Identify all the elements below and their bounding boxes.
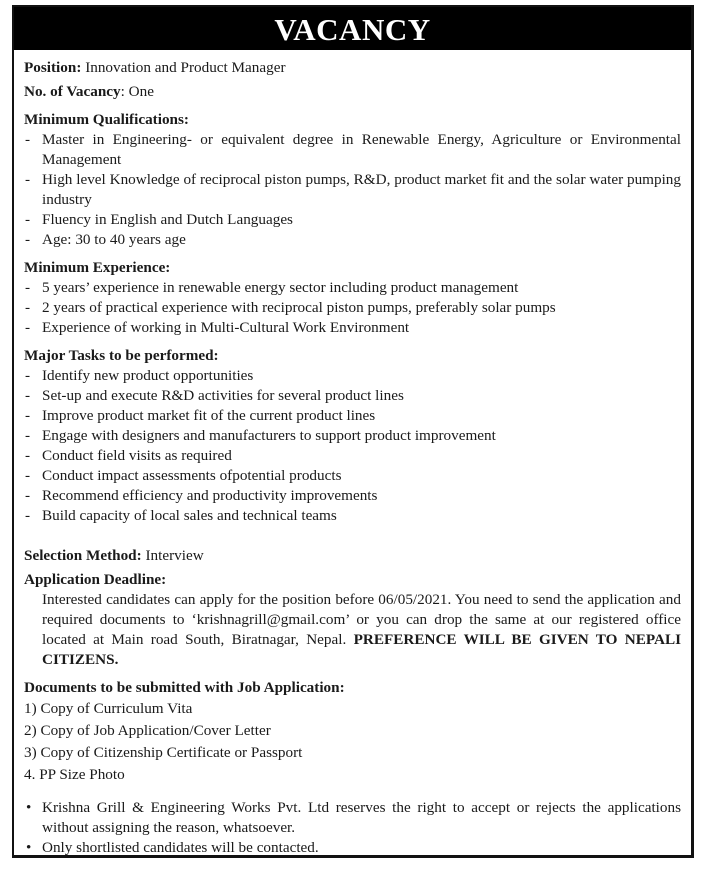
dash-marker: -: [25, 487, 31, 504]
list-item: [24, 170, 681, 210]
spacer: [24, 526, 681, 542]
list-item-text: Set-up and execute R&D activities for several product lines: [42, 387, 404, 404]
deadline-text: Interested candidates can apply for the position before 06/05/2021. You need to send the application and required documents to ‘krishnagrill@gmail.com’ or you can drop the same at our registered office located at Main road South, Biratnagar, Nepal.: [42, 591, 681, 648]
list-item-text: 5 years’ experience in renewable energy sector including product management: [42, 279, 519, 296]
position-value: Innovation and Product Manager: [85, 59, 286, 76]
list-item: [24, 386, 681, 406]
list-item: [24, 486, 681, 506]
selection-method-row: [24, 546, 681, 566]
deadline-emphasis: PREFERENCE WILL BE GIVEN TO NEPALI CITIZENS.: [42, 631, 682, 668]
dash-marker: -: [25, 319, 31, 336]
list-item: [24, 210, 681, 230]
deadline-paragraph: [24, 590, 681, 670]
list-item-text: Master in Engineering- or equivalent degree in Renewable Energy, Agriculture or Environmental Management: [42, 131, 681, 168]
list-item-text: Conduct impact assessments ofpotential products: [42, 467, 342, 484]
dash-marker: -: [25, 447, 31, 464]
qualifications-heading: Minimum Qualifications:: [24, 111, 189, 128]
vacancy-banner: VACANCY: [14, 7, 691, 50]
experience-heading: Minimum Experience:: [24, 259, 171, 276]
selection-method-value: Interview: [145, 547, 204, 564]
dash-marker: -: [25, 367, 31, 384]
list-item-text: Identify new product opportunities: [42, 367, 254, 384]
list-item: [24, 466, 681, 486]
dash-marker: -: [25, 279, 31, 296]
dash-marker: -: [25, 211, 31, 228]
position-row: [24, 58, 681, 78]
qualifications-list: [24, 130, 681, 250]
document-item: 3) Copy of Citizenship Certificate or Passport: [24, 744, 303, 761]
dash-marker: -: [25, 299, 31, 316]
list-item: [24, 506, 681, 526]
list-item-text: Recommend efficiency and productivity improvements: [42, 487, 378, 504]
tasks-heading: Major Tasks to be performed:: [24, 347, 219, 364]
list-item: [24, 230, 681, 250]
note-item: [24, 838, 681, 858]
list-item-text: Build capacity of local sales and technical teams: [42, 507, 337, 524]
deadline-heading: Application Deadline:: [24, 571, 167, 588]
bullet-marker: •: [26, 799, 32, 816]
dash-marker: -: [25, 507, 31, 524]
list-item: [24, 278, 681, 298]
document-item: 1) Copy of Curriculum Vita: [24, 700, 193, 717]
list-item: [24, 130, 681, 170]
dash-marker: -: [25, 427, 31, 444]
experience-list: [24, 278, 681, 338]
vacancy-count-label: No. of Vacancy: [24, 83, 121, 100]
list-item-text: Experience of working in Multi-Cultural Work Environment: [42, 319, 410, 336]
documents-heading: Documents to be submitted with Job Application:: [24, 679, 345, 696]
document-item: 2) Copy of Job Application/Cover Letter: [24, 722, 271, 739]
list-item: [24, 446, 681, 466]
vacancy-count-separator: :: [120, 83, 125, 100]
list-item: [24, 426, 681, 446]
selection-method-label: Selection Method:: [24, 547, 142, 564]
vacancy-count-row: [24, 82, 681, 102]
dash-marker: -: [25, 407, 31, 424]
list-item-text: Age: 30 to 40 years age: [42, 231, 186, 248]
list-item-text: 2 years of practical experience with reciprocal piston pumps, preferably solar pumps: [42, 299, 556, 316]
list-item: [24, 366, 681, 386]
documents-list: [24, 698, 681, 786]
list-item-text: Conduct field visits as required: [42, 447, 232, 464]
list-item-text: Fluency in English and Dutch Languages: [42, 211, 293, 228]
list-item: [24, 318, 681, 338]
note-item: [24, 798, 681, 838]
dash-marker: -: [25, 231, 31, 248]
document-item: 4. PP Size Photo: [24, 766, 125, 783]
vacancy-count-value: One: [128, 83, 154, 100]
spacer: [24, 786, 681, 798]
list-item: [24, 298, 681, 318]
dash-marker: -: [25, 171, 31, 188]
tasks-list: [24, 366, 681, 526]
notes-list: [24, 798, 681, 858]
dash-marker: -: [25, 467, 31, 484]
vacancy-advertisement: [12, 5, 694, 858]
list-item-text: High level Knowledge of reciprocal piston pumps, R&D, product market fit and the solar water pumping industry: [42, 171, 681, 208]
list-item: [24, 406, 681, 426]
list-item-text: Improve product market fit of the current product lines: [42, 407, 376, 424]
dash-marker: -: [25, 387, 31, 404]
dash-marker: -: [25, 131, 31, 148]
ad-content: [14, 50, 691, 858]
note-text: Krishna Grill & Engineering Works Pvt. Ltd reserves the right to accept or rejects the applications without assigning the reason, whatsoever.: [42, 799, 681, 836]
list-item-text: Engage with designers and manufacturers to support product improvement: [42, 427, 496, 444]
bullet-marker: •: [26, 839, 32, 856]
note-text: Only shortlisted candidates will be contacted.: [42, 839, 319, 856]
position-label: Position:: [24, 59, 82, 76]
